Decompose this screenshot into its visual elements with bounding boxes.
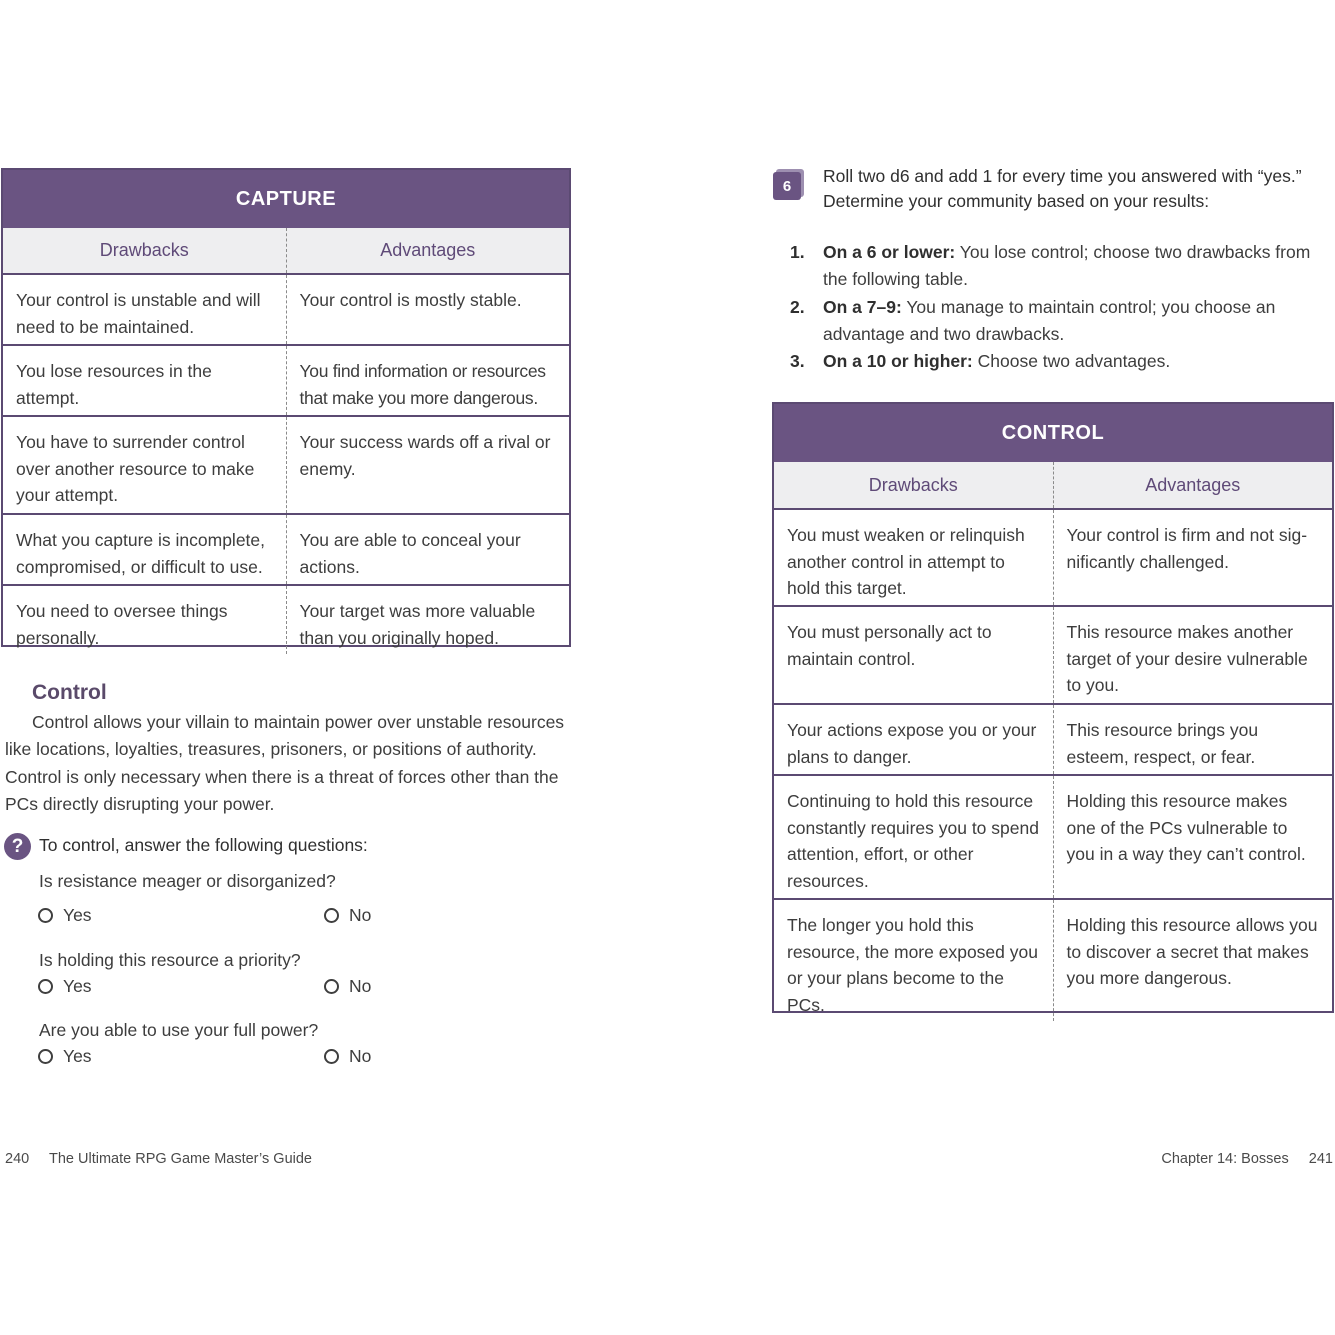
control-paragraph: Control allows your villain to maintain power over unstable resources like locations, loyalties, treasures, prisoners, or positions of authority. Control is only necessary when there is a threat of forces other than the PCs directly disrupting your power. [5,712,565,814]
question-3: Are you able to use your full power? [39,1020,319,1040]
list-rest: You lose control; choose two drawbacks from the following table. [823,242,1311,290]
list-number: 3. [790,351,805,372]
list-item [790,294,1330,349]
drawback-cell: Your control is unstable and will need to be maintained. [3,275,287,344]
radio-circle-icon[interactable] [38,1049,53,1064]
advantage-cell: Your control is mostly stable. [299,290,522,310]
capture-header-drawbacks: Drawbacks [3,228,287,273]
table-row [774,607,1332,705]
control-heading: Control [32,681,107,704]
list-item [790,348,1330,375]
advantage-cell: Holding this resource makes one of the PCs vulnerable to you in a way they can’t control. [1066,791,1306,864]
yes-label: Yes [63,1046,92,1066]
list-text [823,294,1330,349]
question-1-yes[interactable] [38,905,92,926]
radio-circle-icon[interactable] [38,908,53,923]
advantage-cell: This resource makes another target of your desire vulnerable to you. [1066,622,1308,695]
list-bold: On a 10 or higher: [823,351,973,372]
question-3-yes[interactable] [38,1046,92,1067]
list-number: 2. [790,296,805,317]
roll-intro: Roll two d6 and add 1 for every time you answered with “yes.” Determine your community based on your results: [823,166,1302,211]
list-item [790,239,1330,294]
advantage-cell: You find information or resources that make you more dangerous. [299,361,546,408]
list-rest: Choose two advantages. [972,351,1171,372]
list-bold: On a 7–9: [823,296,902,317]
question-2-no[interactable] [324,976,371,997]
die-icon: 6 [773,172,801,200]
control-header-drawbacks: Drawbacks [774,462,1054,508]
left-book-title: The Ultimate RPG Game Master’s Guide [49,1151,312,1167]
no-label: No [349,1046,372,1066]
advantage-cell: Your success wards off a rival or enemy. [299,432,551,479]
control-table-title: CONTROL [774,404,1332,462]
question-mark-icon: ? [4,833,31,860]
list-text [823,348,1170,375]
list-rest: You manage to maintain control; you choose an advantage and two drawbacks. [823,296,1276,344]
table-row [3,417,569,515]
drawback-cell: You must weaken or relinquish another control in attempt to hold this target. [774,510,1054,605]
drawback-cell: What you capture is incomplete, compromised, or difficult to use. [3,515,287,584]
question-1-no[interactable] [324,905,371,926]
yes-label: Yes [63,976,92,996]
control-table [772,402,1334,1013]
advantage-cell: Your control is firm and not sig-nificantly challenged. [1066,525,1308,572]
advantage-cell: You are able to conceal your actions. [299,530,521,577]
table-row [3,346,569,417]
list-bold: On a 6 or lower: [823,242,956,262]
radio-circle-icon[interactable] [38,979,53,994]
drawback-cell: Continuing to hold this resource constantly requires you to spend attention, effort, or other resources. [774,776,1054,898]
capture-table-header [3,228,569,275]
drawback-cell: You lose resources in the attempt. [3,346,287,415]
control-header-advantages: Advantages [1145,474,1241,495]
drawback-cell: The longer you hold this resource, the more exposed you or your plans become to the PCs. [774,900,1054,1021]
question-2-yes[interactable] [38,976,92,997]
no-label: No [349,905,372,925]
right-page-number: 241 [1308,1151,1333,1167]
control-table-header [774,462,1332,510]
footer-right [1161,1151,1333,1167]
table-row [774,776,1332,900]
drawback-cell: You must personally act to maintain control. [774,607,1054,703]
radio-circle-icon[interactable] [324,908,339,923]
no-label: No [349,976,372,996]
question-2: Is holding this resource a priority? [39,950,301,970]
yes-label: Yes [63,905,92,925]
table-row [774,510,1332,607]
list-text [823,239,1330,294]
drawback-cell: You have to surrender control over another resource to make your attempt. [3,417,287,513]
advantage-cell: Your target was more valuable than you originally hoped. [299,601,536,648]
capture-header-advantages: Advantages [380,240,476,260]
footer-left [5,1151,312,1167]
capture-table-title: CAPTURE [3,170,569,228]
advantage-cell: This resource brings you esteem, respect, or fear. [1066,720,1259,767]
list-number: 1. [790,242,805,262]
right-chapter-title: Chapter 14: Bosses [1161,1151,1289,1167]
roll-results-list [790,239,1330,375]
drawback-cell: Your actions expose you or your plans to danger. [774,705,1054,774]
table-row [3,515,569,586]
radio-circle-icon[interactable] [324,979,339,994]
question-3-no[interactable] [324,1046,371,1067]
table-row [774,705,1332,776]
advantage-cell: Holding this resource allows you to discover a secret that makes you more dangerous. [1066,915,1318,988]
radio-circle-icon[interactable] [324,1049,339,1064]
table-row [3,586,569,654]
question-1: Is resistance meager or disorganized? [39,871,336,891]
questions-intro: To control, answer the following questions: [39,835,368,855]
capture-table [1,168,571,647]
table-row [3,275,569,346]
drawback-cell: You need to oversee things personally. [3,586,287,654]
left-page-number: 240 [5,1151,30,1167]
table-row [774,900,1332,1021]
